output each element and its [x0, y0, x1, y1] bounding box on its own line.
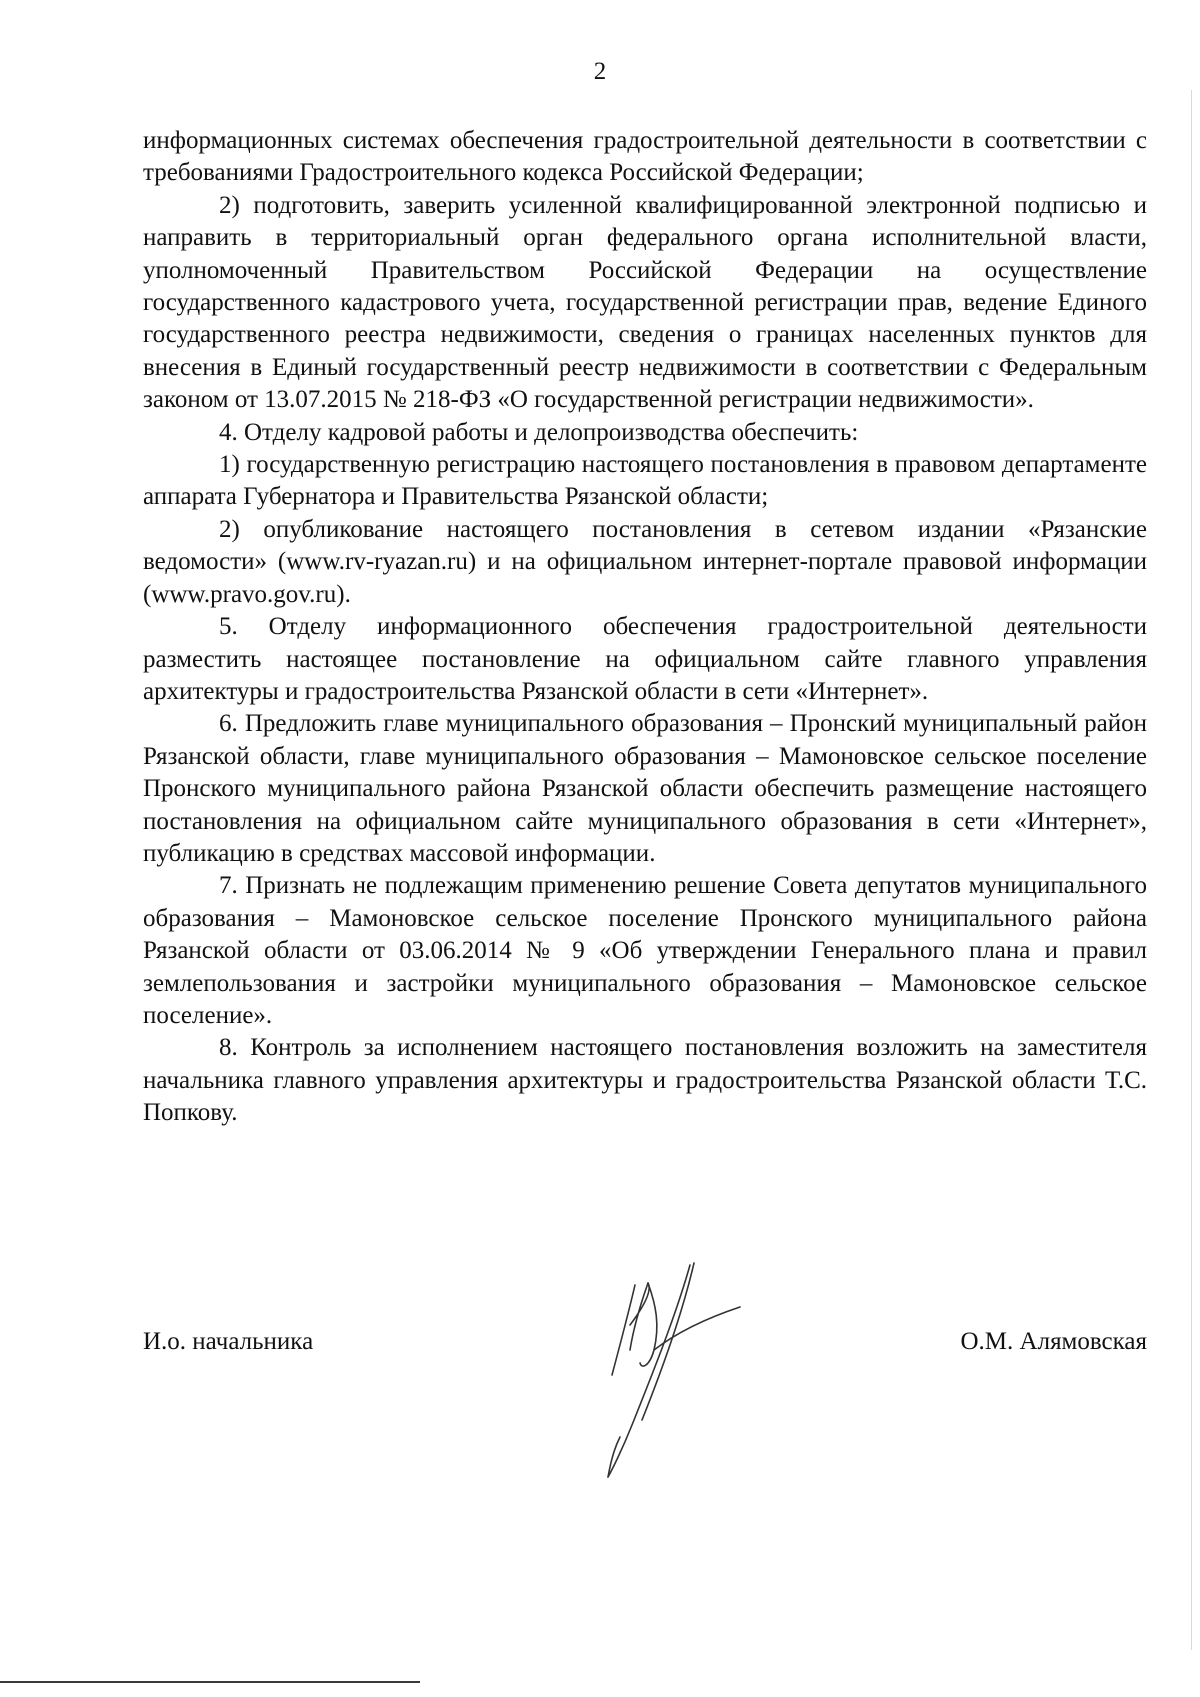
paragraph-item-8: 8. Контроль за исполнением настоящего постановления возложить на заместителя начальника главного управления архитектуры и градостроительства Рязанской области Т.С. Попкову. — [143, 1034, 1147, 1127]
paragraph-item-4: 4. Отделу кадровой работы и делопроизводства обеспечить: — [219, 418, 859, 446]
signer-name: О.М. Алямовская — [960, 1328, 1147, 1355]
paragraph-item-4-1: 1) государственную регистрацию настоящего постановления в правовом департаменте аппарата Губернатора и Правительства Рязанской области; — [143, 451, 1147, 511]
paragraph-item-4-2: 2) опубликование настоящего постановления в сетевом издании «Рязанские ведомости» (www.rv-ryazan.ru) и на официальном интернет-портале правовой информации (www.pravo.gov.ru). — [143, 515, 1147, 608]
paragraph-item-7: 7. Признать не подлежащим применению решение Совета депутатов муниципального образования – Мамоновское сельское поселение Пронского муниципального района Рязанской области от 03.06.2014 № 9 «Об утверждении Генерального плана и правил землепользования и застройки муниципального образования – Мамоновское сельское поселение». — [143, 872, 1147, 1029]
paragraph-item-5: 5. Отделу информационного обеспечения градостроительной деятельности разместить настоящее постановление на официальном сайте главного управления архитектуры и градостроительства Рязанской области в сети «Интернет». — [143, 613, 1147, 705]
paragraph-item-6: 6. Предложить главе муниципального образования – Пронский муниципальный район Рязанской области, главе муниципального образования – Мамоновское сельское поселение Пронского муниципального района Рязанской области обеспечить размещение настоящего постановления на официальном сайте муниципального образования в сети «Интернет», публикацию в средствах массовой информации. — [143, 710, 1147, 867]
handwritten-signature — [590, 1255, 790, 1485]
scan-margin-line — [1191, 90, 1192, 1650]
document-body — [143, 125, 1147, 1130]
scan-edge-line — [0, 1681, 420, 1683]
paragraph-continuation: информационных системах обеспечения градостроительной деятельности в соответствии с требованиями Градостроительного кодекса Российской Федерации; — [143, 127, 1147, 187]
page-number: 2 — [593, 58, 607, 85]
paragraph-item-3-2: 2) подготовить, заверить усиленной квалифицированной электронной подписью и направить в территориальный орган федерального органа исполнительной власти, уполномоченный Правительством Российской Федерации на осуществление государственного кадастрового учета, государственной регистрации прав, ведение Единого государственного реестра недвижимости, сведения о границах населенных пунктов для внесения в Единый государственный реестр недвижимости в соответствии с Федеральным законом от 13.07.2015 № 218-ФЗ «О государственной регистрации недвижимости». — [143, 191, 1147, 414]
signer-position: И.о. начальника — [143, 1328, 314, 1355]
